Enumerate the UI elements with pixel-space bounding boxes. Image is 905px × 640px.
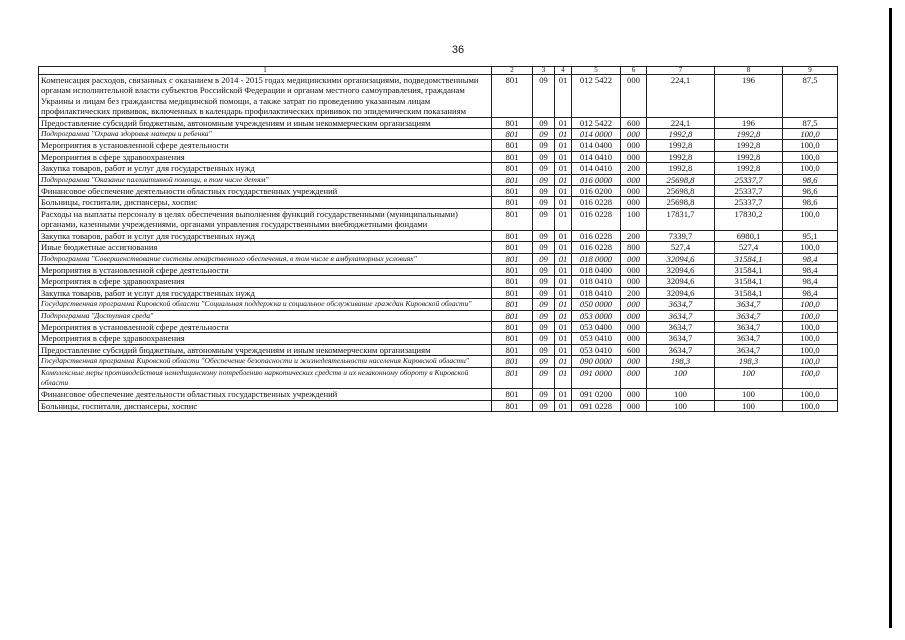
actual-amount-cell: 1992,8	[715, 129, 783, 140]
item-name-cell: Финансовое обеспечение деятельности областных государственных учреждений	[39, 186, 492, 197]
target-code-cell: 053 0400	[572, 321, 621, 332]
table-row	[39, 276, 838, 287]
item-name-cell: Расходы на выплаты персоналу в целях обеспечения выполнения функций государственными (муниципальными) органами, казенными учреждениями, органами управления государственными внебюджетными фондами	[39, 208, 492, 230]
expense-type-cell: 000	[621, 253, 647, 264]
expense-type-cell: 000	[621, 276, 647, 287]
item-name-cell: Подпрограмма "Доступная среда"	[39, 310, 492, 321]
gr-code-cell: 801	[492, 344, 533, 355]
subsection-code-cell: 01	[555, 356, 572, 367]
item-name-cell: Закупка товаров, работ и услуг для государственных нужд	[39, 287, 492, 298]
percent-cell: 100,0	[783, 242, 838, 253]
gr-code-cell: 801	[492, 333, 533, 344]
percent-cell: 100,0	[783, 151, 838, 162]
page-edge-rule	[889, 8, 892, 628]
planned-amount-cell: 1992,8	[647, 163, 715, 174]
subsection-code-cell: 01	[555, 400, 572, 411]
expense-type-cell: 000	[621, 367, 647, 389]
planned-amount-cell: 32094,6	[647, 264, 715, 275]
table-row	[39, 299, 838, 310]
actual-amount-cell: 17830,2	[715, 208, 783, 230]
percent-cell: 100,0	[783, 400, 838, 411]
percent-cell: 98,4	[783, 253, 838, 264]
subsection-code-cell: 01	[555, 321, 572, 332]
subsection-code-cell: 01	[555, 253, 572, 264]
expense-type-cell: 800	[621, 242, 647, 253]
planned-amount-cell: 25698,8	[647, 197, 715, 208]
section-code-cell: 09	[533, 333, 555, 344]
column-number-header: 2	[492, 67, 533, 75]
expense-type-cell: 600	[621, 117, 647, 128]
actual-amount-cell: 31584,1	[715, 287, 783, 298]
column-number-header: 9	[783, 67, 838, 75]
actual-amount-cell: 6980,1	[715, 230, 783, 241]
planned-amount-cell: 1992,8	[647, 140, 715, 151]
expense-type-cell: 600	[621, 344, 647, 355]
table-row	[39, 174, 838, 185]
item-name-cell: Иные бюджетные ассигнования	[39, 242, 492, 253]
target-code-cell: 018 0410	[572, 287, 621, 298]
subsection-code-cell: 01	[555, 367, 572, 389]
percent-cell: 98,6	[783, 186, 838, 197]
percent-cell: 100,0	[783, 129, 838, 140]
expense-type-cell: 000	[621, 197, 647, 208]
section-code-cell: 09	[533, 140, 555, 151]
section-code-cell: 09	[533, 174, 555, 185]
item-name-cell: Государственная программа Кировской области "Обеспечение безопасности и жизнедеятельности населения Кировской области"	[39, 356, 492, 367]
table-row	[39, 310, 838, 321]
percent-cell: 100,0	[783, 356, 838, 367]
gr-code-cell: 801	[492, 400, 533, 411]
planned-amount-cell: 3634,7	[647, 344, 715, 355]
item-name-cell: Подпрограмма "Совершенствование системы лекарственного обеспечения, в том числе в амбулаторных условиях"	[39, 253, 492, 264]
planned-amount-cell: 32094,6	[647, 276, 715, 287]
column-number-header: 1	[39, 67, 492, 75]
table-row	[39, 253, 838, 264]
gr-code-cell: 801	[492, 264, 533, 275]
page-number: 36	[451, 44, 465, 56]
table-row	[39, 321, 838, 332]
target-code-cell: 014 0410	[572, 151, 621, 162]
subsection-code-cell: 01	[555, 264, 572, 275]
target-code-cell: 050 0000	[572, 299, 621, 310]
actual-amount-cell: 25337,7	[715, 186, 783, 197]
gr-code-cell: 801	[492, 276, 533, 287]
section-code-cell: 09	[533, 310, 555, 321]
table-row	[39, 344, 838, 355]
actual-amount-cell: 31584,1	[715, 276, 783, 287]
actual-amount-cell: 25337,7	[715, 174, 783, 185]
expense-type-cell: 000	[621, 186, 647, 197]
target-code-cell: 014 0410	[572, 163, 621, 174]
gr-code-cell: 801	[492, 163, 533, 174]
gr-code-cell: 801	[492, 197, 533, 208]
gr-code-cell: 801	[492, 230, 533, 241]
expense-type-cell: 000	[621, 129, 647, 140]
table-header-row	[39, 67, 838, 75]
subsection-code-cell: 01	[555, 174, 572, 185]
actual-amount-cell: 3634,7	[715, 321, 783, 332]
target-code-cell: 012 5422	[572, 75, 621, 118]
expense-type-cell: 200	[621, 287, 647, 298]
table-row	[39, 242, 838, 253]
section-code-cell: 09	[533, 242, 555, 253]
column-number-header: 3	[533, 67, 555, 75]
section-code-cell: 09	[533, 230, 555, 241]
actual-amount-cell: 100	[715, 389, 783, 400]
planned-amount-cell: 3634,7	[647, 299, 715, 310]
subsection-code-cell: 01	[555, 129, 572, 140]
gr-code-cell: 801	[492, 117, 533, 128]
section-code-cell: 09	[533, 163, 555, 174]
gr-code-cell: 801	[492, 299, 533, 310]
column-number-header: 7	[647, 67, 715, 75]
expense-type-cell: 000	[621, 321, 647, 332]
planned-amount-cell: 224,1	[647, 75, 715, 118]
section-code-cell: 09	[533, 75, 555, 118]
section-code-cell: 09	[533, 367, 555, 389]
column-number-header: 6	[621, 67, 647, 75]
actual-amount-cell: 196	[715, 75, 783, 118]
target-code-cell: 053 0000	[572, 310, 621, 321]
subsection-code-cell: 01	[555, 230, 572, 241]
expense-type-cell: 000	[621, 400, 647, 411]
table-row	[39, 333, 838, 344]
percent-cell: 98,6	[783, 174, 838, 185]
table-row	[39, 230, 838, 241]
gr-code-cell: 801	[492, 140, 533, 151]
percent-cell: 100,0	[783, 367, 838, 389]
actual-amount-cell: 3634,7	[715, 333, 783, 344]
expense-type-cell: 000	[621, 140, 647, 151]
planned-amount-cell: 100	[647, 389, 715, 400]
target-code-cell: 014 0400	[572, 140, 621, 151]
planned-amount-cell: 527,4	[647, 242, 715, 253]
section-code-cell: 09	[533, 264, 555, 275]
percent-cell: 98,4	[783, 276, 838, 287]
column-number-header: 5	[572, 67, 621, 75]
target-code-cell: 091 0000	[572, 367, 621, 389]
section-code-cell: 09	[533, 356, 555, 367]
subsection-code-cell: 01	[555, 151, 572, 162]
section-code-cell: 09	[533, 151, 555, 162]
section-code-cell: 09	[533, 117, 555, 128]
planned-amount-cell: 25698,8	[647, 186, 715, 197]
section-code-cell: 09	[533, 400, 555, 411]
subsection-code-cell: 01	[555, 163, 572, 174]
table-row	[39, 287, 838, 298]
gr-code-cell: 801	[492, 186, 533, 197]
expense-type-cell: 000	[621, 299, 647, 310]
gr-code-cell: 801	[492, 321, 533, 332]
planned-amount-cell: 32094,6	[647, 253, 715, 264]
item-name-cell: Компенсация расходов, связанных с оказанием в 2014 - 2015 годах медицинскими организациями, подведомственными органам исполнительной власти субъектов Российской Федерации и органам местного самоуправления, гражданам Украины и лицам без гражданства медицинской помощи, а также затрат по проведению указанным лицам профилактических прививок, включенных в календарь профилактических прививок по эпидемическим показаниям	[39, 75, 492, 118]
table-row	[39, 356, 838, 367]
subsection-code-cell: 01	[555, 389, 572, 400]
expense-type-cell: 200	[621, 163, 647, 174]
subsection-code-cell: 01	[555, 208, 572, 230]
table-row	[39, 186, 838, 197]
expense-type-cell: 000	[621, 356, 647, 367]
table-row	[39, 140, 838, 151]
item-name-cell: Подпрограмма "Охрана здоровья матери и ребенка"	[39, 129, 492, 140]
percent-cell: 100,0	[783, 310, 838, 321]
item-name-cell: Больницы, госпитали, диспансеры, хоспис	[39, 400, 492, 411]
planned-amount-cell: 198,3	[647, 356, 715, 367]
subsection-code-cell: 01	[555, 299, 572, 310]
table-row	[39, 117, 838, 128]
percent-cell: 87,5	[783, 75, 838, 118]
item-name-cell: Предоставление субсидий бюджетным, автономным учреждениям и иным некоммерческим организациям	[39, 344, 492, 355]
target-code-cell: 014 0000	[572, 129, 621, 140]
actual-amount-cell: 1992,8	[715, 140, 783, 151]
actual-amount-cell: 198,3	[715, 356, 783, 367]
percent-cell: 87,5	[783, 117, 838, 128]
item-name-cell: Мероприятия в сфере здравоохранения	[39, 151, 492, 162]
item-name-cell: Мероприятия в установленной сфере деятельности	[39, 140, 492, 151]
subsection-code-cell: 01	[555, 242, 572, 253]
target-code-cell: 016 0000	[572, 174, 621, 185]
planned-amount-cell: 224,1	[647, 117, 715, 128]
percent-cell: 100,0	[783, 389, 838, 400]
section-code-cell: 09	[533, 287, 555, 298]
gr-code-cell: 801	[492, 75, 533, 118]
gr-code-cell: 801	[492, 242, 533, 253]
percent-cell: 100,0	[783, 333, 838, 344]
actual-amount-cell: 1992,8	[715, 151, 783, 162]
table-row	[39, 151, 838, 162]
planned-amount-cell: 17831,7	[647, 208, 715, 230]
target-code-cell: 016 0228	[572, 242, 621, 253]
item-name-cell: Больницы, госпитали, диспансеры, хоспис	[39, 197, 492, 208]
table-row	[39, 197, 838, 208]
subsection-code-cell: 01	[555, 197, 572, 208]
column-number-header: 8	[715, 67, 783, 75]
target-code-cell: 012 5422	[572, 117, 621, 128]
target-code-cell: 053 0410	[572, 333, 621, 344]
target-code-cell: 016 0228	[572, 197, 621, 208]
subsection-code-cell: 01	[555, 186, 572, 197]
section-code-cell: 09	[533, 389, 555, 400]
percent-cell: 98,4	[783, 287, 838, 298]
subsection-code-cell: 01	[555, 117, 572, 128]
item-name-cell: Закупка товаров, работ и услуг для государственных нужд	[39, 163, 492, 174]
gr-code-cell: 801	[492, 253, 533, 264]
target-code-cell: 091 0200	[572, 389, 621, 400]
target-code-cell: 016 0200	[572, 186, 621, 197]
expense-type-cell: 000	[621, 310, 647, 321]
planned-amount-cell: 3634,7	[647, 310, 715, 321]
expense-type-cell: 100	[621, 208, 647, 230]
expense-type-cell: 000	[621, 264, 647, 275]
table-row	[39, 389, 838, 400]
gr-code-cell: 801	[492, 287, 533, 298]
expense-type-cell: 000	[621, 174, 647, 185]
item-name-cell: Финансовое обеспечение деятельности областных государственных учреждений	[39, 389, 492, 400]
target-code-cell: 053 0410	[572, 344, 621, 355]
actual-amount-cell: 3634,7	[715, 310, 783, 321]
table-row	[39, 264, 838, 275]
item-name-cell: Предоставление субсидий бюджетным, автономным учреждениям и иным некоммерческим организациям	[39, 117, 492, 128]
target-code-cell: 018 0400	[572, 264, 621, 275]
item-name-cell: Подпрограмма "Оказание паллиативной помощи, в том числе детям"	[39, 174, 492, 185]
item-name-cell: Мероприятия в сфере здравоохранения	[39, 276, 492, 287]
section-code-cell: 09	[533, 276, 555, 287]
section-code-cell: 09	[533, 321, 555, 332]
percent-cell: 100,0	[783, 208, 838, 230]
gr-code-cell: 801	[492, 151, 533, 162]
planned-amount-cell: 25698,8	[647, 174, 715, 185]
section-code-cell: 09	[533, 299, 555, 310]
subsection-code-cell: 01	[555, 310, 572, 321]
gr-code-cell: 801	[492, 129, 533, 140]
percent-cell: 100,0	[783, 344, 838, 355]
actual-amount-cell: 527,4	[715, 242, 783, 253]
section-code-cell: 09	[533, 186, 555, 197]
gr-code-cell: 801	[492, 389, 533, 400]
section-code-cell: 09	[533, 129, 555, 140]
subsection-code-cell: 01	[555, 344, 572, 355]
actual-amount-cell: 3634,7	[715, 299, 783, 310]
percent-cell: 100,0	[783, 299, 838, 310]
item-name-cell: Мероприятия в установленной сфере деятельности	[39, 264, 492, 275]
item-name-cell: Мероприятия в установленной сфере деятельности	[39, 321, 492, 332]
subsection-code-cell: 01	[555, 140, 572, 151]
percent-cell: 100,0	[783, 140, 838, 151]
section-code-cell: 09	[533, 208, 555, 230]
actual-amount-cell: 25337,7	[715, 197, 783, 208]
actual-amount-cell: 31584,1	[715, 253, 783, 264]
subsection-code-cell: 01	[555, 75, 572, 118]
subsection-code-cell: 01	[555, 287, 572, 298]
target-code-cell: 016 0228	[572, 208, 621, 230]
target-code-cell: 091 0228	[572, 400, 621, 411]
expense-type-cell: 000	[621, 75, 647, 118]
subsection-code-cell: 01	[555, 276, 572, 287]
target-code-cell: 018 0410	[572, 276, 621, 287]
percent-cell: 100,0	[783, 321, 838, 332]
actual-amount-cell: 100	[715, 367, 783, 389]
planned-amount-cell: 3634,7	[647, 321, 715, 332]
actual-amount-cell: 3634,7	[715, 344, 783, 355]
actual-amount-cell: 31584,1	[715, 264, 783, 275]
planned-amount-cell: 100	[647, 367, 715, 389]
gr-code-cell: 801	[492, 356, 533, 367]
gr-code-cell: 801	[492, 310, 533, 321]
planned-amount-cell: 7339,7	[647, 230, 715, 241]
item-name-cell: Государственная программа Кировской области "Социальная поддержка и социальное обслуживание граждан Кировской области"	[39, 299, 492, 310]
planned-amount-cell: 1992,8	[647, 151, 715, 162]
table-row	[39, 163, 838, 174]
planned-amount-cell: 1992,8	[647, 129, 715, 140]
percent-cell: 100,0	[783, 163, 838, 174]
gr-code-cell: 801	[492, 174, 533, 185]
percent-cell: 98,4	[783, 264, 838, 275]
percent-cell: 95,1	[783, 230, 838, 241]
item-name-cell: Мероприятия в сфере здравоохранения	[39, 333, 492, 344]
actual-amount-cell: 1992,8	[715, 163, 783, 174]
planned-amount-cell: 3634,7	[647, 333, 715, 344]
target-code-cell: 016 0228	[572, 230, 621, 241]
planned-amount-cell: 32094,6	[647, 287, 715, 298]
gr-code-cell: 801	[492, 367, 533, 389]
expense-type-cell: 000	[621, 151, 647, 162]
section-code-cell: 09	[533, 197, 555, 208]
gr-code-cell: 801	[492, 208, 533, 230]
target-code-cell: 018 0000	[572, 253, 621, 264]
expense-type-cell: 200	[621, 230, 647, 241]
expense-type-cell: 000	[621, 333, 647, 344]
column-number-header: 4	[555, 67, 572, 75]
table-row	[39, 75, 838, 118]
section-code-cell: 09	[533, 344, 555, 355]
section-code-cell: 09	[533, 253, 555, 264]
table-row	[39, 129, 838, 140]
percent-cell: 98,6	[783, 197, 838, 208]
actual-amount-cell: 100	[715, 400, 783, 411]
table-row	[39, 367, 838, 389]
item-name-cell: Закупка товаров, работ и услуг для государственных нужд	[39, 230, 492, 241]
item-name-cell: Комплексные меры противодействия немедицинскому потреблению наркотических средств и их незаконному обороту в Кировской области	[39, 367, 492, 389]
target-code-cell: 090 0000	[572, 356, 621, 367]
table-row	[39, 400, 838, 411]
planned-amount-cell: 100	[647, 400, 715, 411]
budget-table	[38, 66, 838, 412]
subsection-code-cell: 01	[555, 333, 572, 344]
expense-type-cell: 000	[621, 389, 647, 400]
actual-amount-cell: 196	[715, 117, 783, 128]
table-row	[39, 208, 838, 230]
